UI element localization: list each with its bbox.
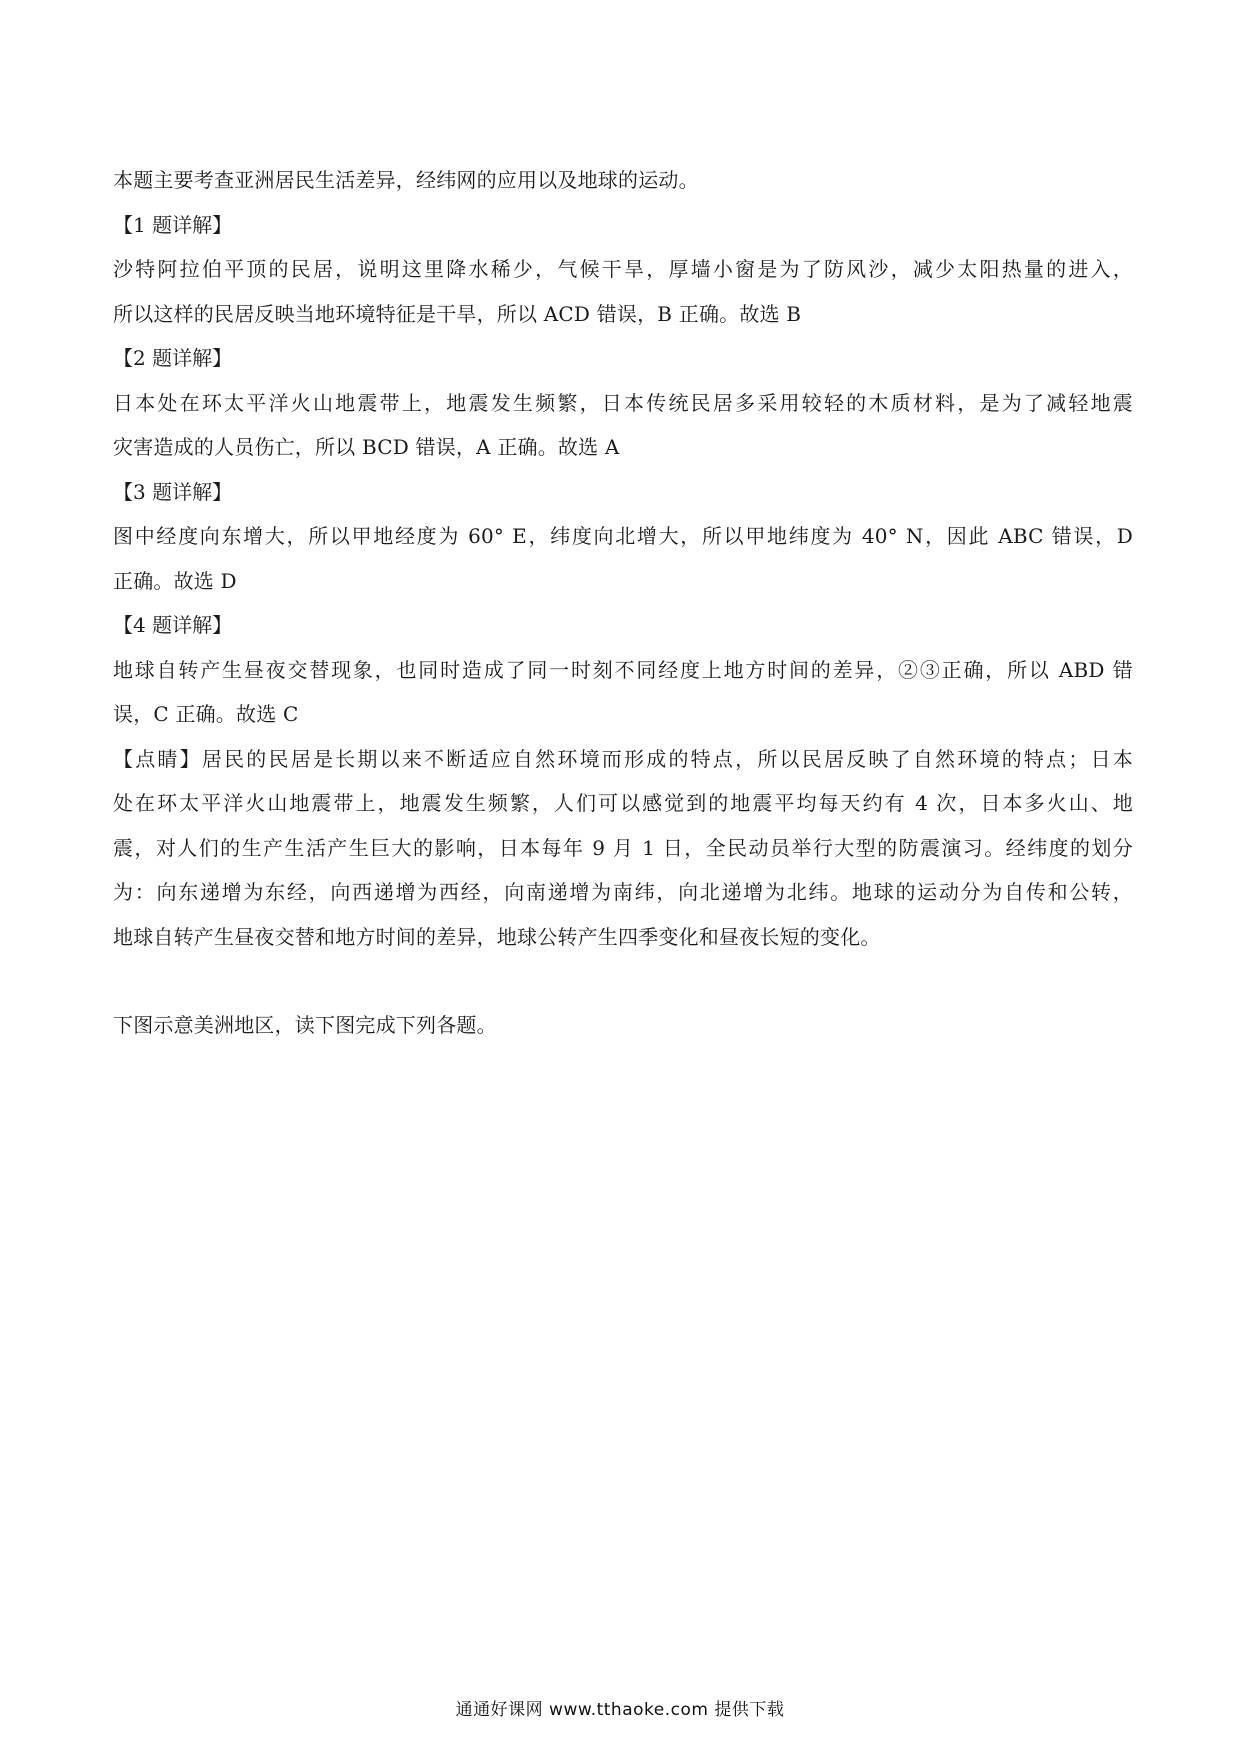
q2-heading: 【2 题详解】 bbox=[113, 346, 233, 370]
q1-section bbox=[113, 203, 1133, 337]
tip-line-2: 处在环太平洋火山地震带上，地震发生频繁，人们可以感觉到的地震平均每天约有 4 次，日本多火山、地 bbox=[113, 791, 1133, 815]
answer-explanation bbox=[113, 158, 1133, 1048]
tip-section bbox=[113, 737, 1133, 960]
tip-line-1: 【点睛】居民的民居是长期以来不断适应自然环境而形成的特点，所以民居反映了自然环境的特点；日本 bbox=[113, 746, 1133, 771]
tip-line-5: 地球自转产生昼夜交替和地方时间的差异，地球公转产生四季变化和昼夜长短的变化。 bbox=[113, 924, 881, 949]
tip-line-4: 为：向东递增为东经，向西递增为西经，向南递增为南纬，向北递增为北纬。地球的运动分为自传和公转， bbox=[113, 880, 1133, 904]
spacer bbox=[113, 959, 1133, 1003]
q4-line-1: 地球自转产生昼夜交替现象，也同时造成了同一时刻不同经度上地方时间的差异，②③正确，所以 ABD 错 bbox=[113, 657, 1133, 682]
q4-section bbox=[113, 603, 1133, 737]
q1-line-1: 沙特阿拉伯平顶的民居，说明这里降水稀少，气候干旱，厚墙小窗是为了防风沙，减少太阳热量的进入， bbox=[113, 257, 1133, 281]
q3-section bbox=[113, 470, 1133, 604]
q3-line-1: 图中经度向东增大，所以甲地经度为 60° E，纬度向北增大，所以甲地纬度为 40° N，因此 ABC 错误，D bbox=[113, 524, 1133, 548]
q2-line-2: 灾害造成的人员伤亡，所以 BCD 错误，A 正确。故选 A bbox=[113, 435, 620, 459]
q3-heading: 【3 题详解】 bbox=[113, 479, 233, 504]
page-footer: 通通好课网 www.tthaoke.com 提供下载 bbox=[455, 1700, 785, 1720]
q4-line-2: 误，C 正确。故选 C bbox=[113, 702, 299, 726]
next-question-prompt: 下图示意美洲地区，读下图完成下列各题。 bbox=[113, 1013, 497, 1037]
q1-line-2: 所以这样的民居反映当地环境特征是干旱，所以 ACD 错误，B 正确。故选 B bbox=[113, 301, 802, 326]
q1-heading: 【1 题详解】 bbox=[113, 212, 233, 237]
q4-heading: 【4 题详解】 bbox=[113, 613, 233, 637]
q2-section bbox=[113, 336, 1133, 470]
intro-text: 本题主要考查亚洲居民生活差异，经纬网的应用以及地球的运动。 bbox=[113, 168, 699, 192]
q3-line-2: 正确。故选 D bbox=[113, 568, 237, 593]
tip-line-3: 震，对人们的生产生活产生巨大的影响，日本每年 9 月 1 日，全民动员举行大型的防震演习。经纬度的划分 bbox=[113, 835, 1133, 860]
q2-line-1: 日本处在环太平洋火山地震带上，地震发生频繁，日本传统民居多采用较轻的木质材料，是为了减轻地震 bbox=[113, 390, 1133, 415]
